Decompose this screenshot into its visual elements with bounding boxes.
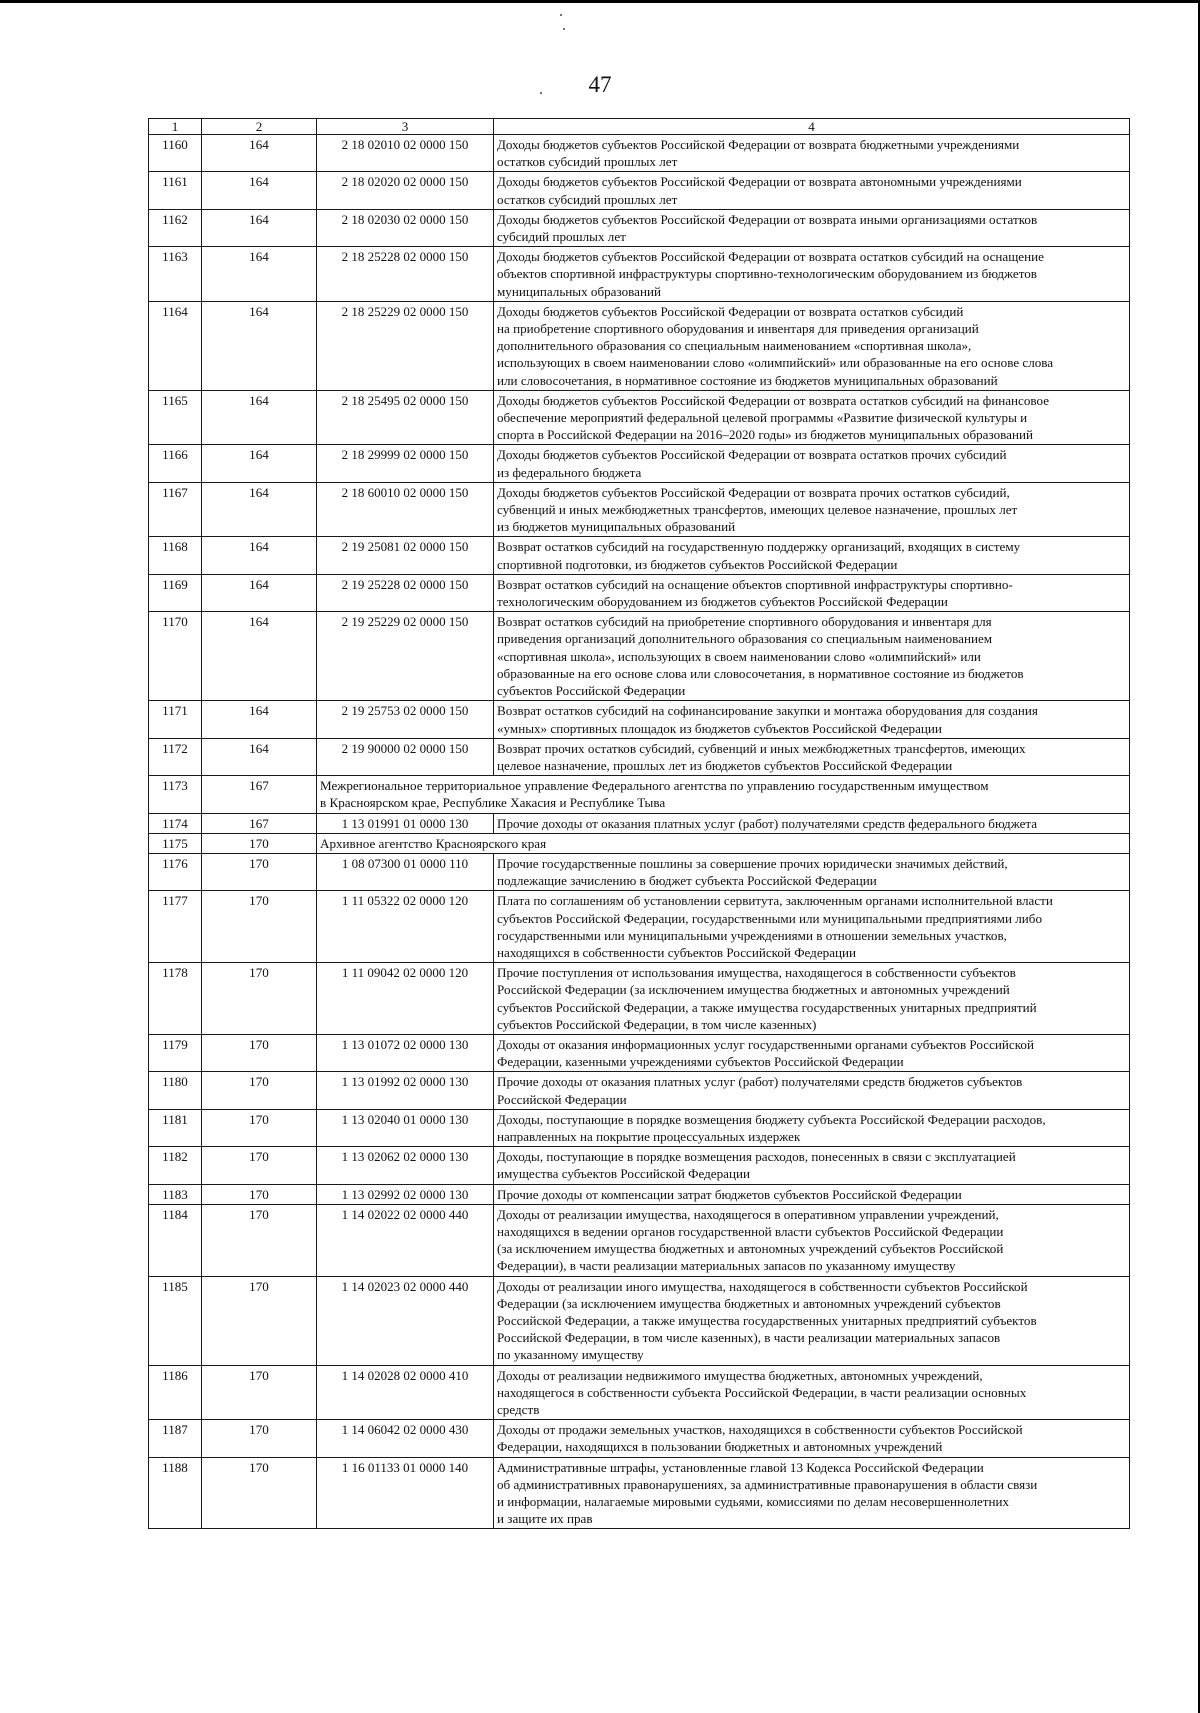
scan-speck <box>560 14 562 16</box>
administrator-code: 167 <box>202 776 317 813</box>
revenue-description: Прочие доходы от оказания платных услуг (работ) получателями средств федерального бюджета <box>494 813 1130 833</box>
budget-classification-code: 2 19 25753 02 0000 150 <box>317 701 494 738</box>
budget-classification-code: 2 19 25228 02 0000 150 <box>317 574 494 611</box>
revenue-description: Прочие доходы от компенсации затрат бюджетов субъектов Российской Федерации <box>494 1184 1130 1204</box>
revenue-description: Доходы от оказания информационных услуг государственными органами субъектов Российской Федерации, казенными учреждениями субъектов Российской Федерации <box>494 1034 1130 1071</box>
revenue-description: Доходы от реализации имущества, находящегося в оперативном управлении учреждений, находящихся в ведении органов государственной власти субъектов Российской Федерации (за исключением имущества бюджетных и автономных учреждений субъектов Российской Федерации), в части реализации материальных запасов по указанному имуществу <box>494 1204 1130 1276</box>
table-row <box>149 776 1130 813</box>
row-number: 1185 <box>149 1276 202 1365</box>
revenue-description: Возврат остатков субсидий на софинансирование закупки и монтажа оборудования для создания «умных» спортивных площадок из бюджетов субъектов Российской Федерации <box>494 701 1130 738</box>
budget-classification-code: 2 18 25228 02 0000 150 <box>317 247 494 302</box>
administrator-code: 164 <box>202 247 317 302</box>
row-number: 1169 <box>149 574 202 611</box>
row-number: 1179 <box>149 1034 202 1071</box>
administrator-code: 164 <box>202 612 317 701</box>
revenue-description: Доходы бюджетов субъектов Российской Федерации от возврата остатков субсидий на оснащение объектов спортивной инфраструктуры спортивно-технологическим оборудованием из бюджетов муниципальных образований <box>494 247 1130 302</box>
revenue-description: Возврат остатков субсидий на приобретение спортивного оборудования и инвентаря для приведения организаций дополнительного образования со специальным наименованием «спортивная школа», использующих в своем наименовании слово «олимпийский» или образованные на его основе слова или словосочетания, в нормативное состояние из бюджетов субъектов Российской Федерации <box>494 612 1130 701</box>
budget-classification-code: 2 19 90000 02 0000 150 <box>317 738 494 775</box>
administrator-code: 167 <box>202 813 317 833</box>
row-number: 1160 <box>149 135 202 172</box>
table-row <box>149 390 1130 445</box>
table-row <box>149 738 1130 775</box>
table-row <box>149 209 1130 246</box>
row-number: 1183 <box>149 1184 202 1204</box>
table-row <box>149 1204 1130 1276</box>
row-number: 1175 <box>149 833 202 853</box>
administrator-code: 170 <box>202 1420 317 1457</box>
revenue-description: Прочие государственные пошлины за совершение прочих юридически значимых действий, подлежащие зачислению в бюджет субъекта Российской Федерации <box>494 853 1130 890</box>
administrator-name: Межрегиональное территориальное управление Федерального агентства по управлению государственным имуществом в Красноярском крае, Республике Хакасия и Республике Тыва <box>317 776 1130 813</box>
table-row <box>149 1457 1130 1529</box>
administrator-code: 170 <box>202 1276 317 1365</box>
revenue-description: Доходы от продажи земельных участков, находящихся в собственности субъектов Российской Федерации, находящихся в пользовании бюджетных и автономных учреждений <box>494 1420 1130 1457</box>
administrator-code: 170 <box>202 963 317 1035</box>
row-number: 1163 <box>149 247 202 302</box>
revenue-description: Доходы бюджетов субъектов Российской Федерации от возврата остатков субсидий на финансовое обеспечение мероприятий федеральной целевой программы «Развитие физической культуры и спорта в Российской Федерации на 2016–2020 годы» из бюджетов муниципальных образований <box>494 390 1130 445</box>
revenue-description: Доходы от реализации недвижимого имущества бюджетных, автономных учреждений, находящегося в собственности субъекта Российской Федерации, в части реализации основных средств <box>494 1365 1130 1420</box>
revenue-codes-table <box>148 118 1130 1529</box>
budget-classification-code: 1 13 01072 02 0000 130 <box>317 1034 494 1071</box>
administrator-code: 164 <box>202 301 317 390</box>
revenue-description: Доходы бюджетов субъектов Российской Федерации от возврата остатков прочих субсидий из федерального бюджета <box>494 445 1130 482</box>
table-row <box>149 445 1130 482</box>
revenue-description: Возврат прочих остатков субсидий, субвенций и иных межбюджетных трансфертов, имеющих целевое назначение, прошлых лет из бюджетов субъектов Российской Федерации <box>494 738 1130 775</box>
table-header-row <box>149 119 1130 135</box>
revenue-description: Доходы, поступающие в порядке возмещения расходов, понесенных в связи с эксплуатацией имущества субъектов Российской Федерации <box>494 1147 1130 1184</box>
table-row <box>149 612 1130 701</box>
revenue-description: Возврат остатков субсидий на государственную поддержку организаций, входящих в систему спортивной подготовки, из бюджетов субъектов Российской Федерации <box>494 537 1130 574</box>
row-number: 1186 <box>149 1365 202 1420</box>
revenue-description: Прочие поступления от использования имущества, находящегося в собственности субъектов Российской Федерации (за исключением имущества бюджетных и автономных учреждений субъектов Российской Федерации, а также имущества государственных унитарных предприятий субъектов Российской Федерации, в том числе казенных) <box>494 963 1130 1035</box>
row-number: 1170 <box>149 612 202 701</box>
scan-speck <box>563 28 565 30</box>
row-number: 1161 <box>149 172 202 209</box>
administrator-code: 170 <box>202 1204 317 1276</box>
budget-classification-code: 1 14 02028 02 0000 410 <box>317 1365 494 1420</box>
administrator-code: 170 <box>202 891 317 963</box>
row-number: 1180 <box>149 1072 202 1109</box>
revenue-description: Доходы, поступающие в порядке возмещения бюджету субъекта Российской Федерации расходов, направленных на покрытие процессуальных издержек <box>494 1109 1130 1146</box>
administrator-code: 170 <box>202 853 317 890</box>
table-row <box>149 963 1130 1035</box>
row-number: 1182 <box>149 1147 202 1184</box>
table-row <box>149 172 1130 209</box>
budget-classification-code: 1 14 02022 02 0000 440 <box>317 1204 494 1276</box>
row-number: 1174 <box>149 813 202 833</box>
revenue-description: Доходы бюджетов субъектов Российской Федерации от возврата иными организациями остатков субсидий прошлых лет <box>494 209 1130 246</box>
budget-classification-code: 1 14 02023 02 0000 440 <box>317 1276 494 1365</box>
row-number: 1176 <box>149 853 202 890</box>
table-row <box>149 1147 1130 1184</box>
row-number: 1187 <box>149 1420 202 1457</box>
budget-classification-code: 1 13 01991 01 0000 130 <box>317 813 494 833</box>
column-header-2: 2 <box>202 119 317 135</box>
budget-classification-code: 2 19 25229 02 0000 150 <box>317 612 494 701</box>
row-number: 1168 <box>149 537 202 574</box>
row-number: 1166 <box>149 445 202 482</box>
scan-edge-top <box>0 0 1200 3</box>
table-row <box>149 247 1130 302</box>
column-header-1: 1 <box>149 119 202 135</box>
administrator-code: 164 <box>202 738 317 775</box>
budget-classification-code: 1 14 06042 02 0000 430 <box>317 1420 494 1457</box>
table-row <box>149 301 1130 390</box>
administrator-code: 170 <box>202 1147 317 1184</box>
row-number: 1173 <box>149 776 202 813</box>
budget-classification-code: 1 13 02992 02 0000 130 <box>317 1184 494 1204</box>
table-row <box>149 135 1130 172</box>
budget-classification-code: 1 13 02062 02 0000 130 <box>317 1147 494 1184</box>
table-row <box>149 1072 1130 1109</box>
administrator-code: 164 <box>202 172 317 209</box>
table-row <box>149 574 1130 611</box>
budget-classification-code: 1 13 01992 02 0000 130 <box>317 1072 494 1109</box>
revenue-description: Доходы бюджетов субъектов Российской Федерации от возврата прочих остатков субсидий, субвенций и иных межбюджетных трансфертов, имеющих целевое назначение, прошлых лет из бюджетов муниципальных образований <box>494 482 1130 537</box>
revenue-description: Доходы от реализации иного имущества, находящегося в собственности субъектов Российской Федерации (за исключением имущества бюджетных и автономных учреждений субъектов Российской Федерации, а также имущества государственных унитарных предприятий субъектов Российской Федерации, в том числе казенных), в части реализации материальных запасов по указанному имуществу <box>494 1276 1130 1365</box>
budget-classification-code: 2 18 02030 02 0000 150 <box>317 209 494 246</box>
administrator-code: 170 <box>202 1072 317 1109</box>
table-body <box>149 119 1130 1529</box>
row-number: 1184 <box>149 1204 202 1276</box>
row-number: 1188 <box>149 1457 202 1529</box>
administrator-code: 164 <box>202 574 317 611</box>
table-row <box>149 891 1130 963</box>
row-number: 1162 <box>149 209 202 246</box>
budget-classification-code: 2 18 02020 02 0000 150 <box>317 172 494 209</box>
table-row <box>149 482 1130 537</box>
row-number: 1167 <box>149 482 202 537</box>
table-row <box>149 853 1130 890</box>
table-row <box>149 1034 1130 1071</box>
revenue-description: Возврат остатков субсидий на оснащение объектов спортивной инфраструктуры спортивно- технологическим оборудованием из бюджетов субъектов Российской Федерации <box>494 574 1130 611</box>
table-row <box>149 701 1130 738</box>
budget-classification-code: 2 19 25081 02 0000 150 <box>317 537 494 574</box>
revenue-description: Доходы бюджетов субъектов Российской Федерации от возврата остатков субсидий на приобретение спортивного оборудования и инвентаря для приведения организаций дополнительного образования со специальным наименованием «спортивная школа», использующих в своем наименовании слово «олимпийский» или образованные на его основе слова или словосочетания, в нормативное состояние из бюджетов муниципальных образований <box>494 301 1130 390</box>
administrator-code: 164 <box>202 537 317 574</box>
row-number: 1171 <box>149 701 202 738</box>
administrator-code: 164 <box>202 209 317 246</box>
administrator-code: 170 <box>202 1365 317 1420</box>
revenue-description: Плата по соглашениям об установлении сервитута, заключенным органами исполнительной власти субъектов Российской Федерации, государственными или муниципальными предприятиями либо государственными или муниципальными учреждениями в отношении земельных участков, находящихся в собственности субъектов Российской Федерации <box>494 891 1130 963</box>
row-number: 1164 <box>149 301 202 390</box>
revenue-description: Административные штрафы, установленные главой 13 Кодекса Российской Федерации об административных правонарушениях, за административные правонарушения в области связи и информации, налагаемые мировыми судьями, комиссиями по делам несовершеннолетних и защите их прав <box>494 1457 1130 1529</box>
revenue-description: Доходы бюджетов субъектов Российской Федерации от возврата автономными учреждениями остатков субсидий прошлых лет <box>494 172 1130 209</box>
row-number: 1165 <box>149 390 202 445</box>
budget-classification-code: 1 08 07300 01 0000 110 <box>317 853 494 890</box>
administrator-code: 170 <box>202 1184 317 1204</box>
budget-classification-code: 2 18 25229 02 0000 150 <box>317 301 494 390</box>
budget-classification-code: 1 11 05322 02 0000 120 <box>317 891 494 963</box>
administrator-code: 170 <box>202 1109 317 1146</box>
column-header-3: 3 <box>317 119 494 135</box>
table-row <box>149 1365 1130 1420</box>
budget-classification-code: 2 18 29999 02 0000 150 <box>317 445 494 482</box>
budget-classification-code: 2 18 60010 02 0000 150 <box>317 482 494 537</box>
revenue-description: Доходы бюджетов субъектов Российской Федерации от возврата бюджетными учреждениями остатков субсидий прошлых лет <box>494 135 1130 172</box>
table-row <box>149 1420 1130 1457</box>
table-row <box>149 833 1130 853</box>
budget-classification-code: 1 11 09042 02 0000 120 <box>317 963 494 1035</box>
administrator-code: 164 <box>202 390 317 445</box>
row-number: 1178 <box>149 963 202 1035</box>
budget-classification-code: 1 13 02040 01 0000 130 <box>317 1109 494 1146</box>
administrator-code: 170 <box>202 1034 317 1071</box>
table-row <box>149 813 1130 833</box>
administrator-name: Архивное агентство Красноярского края <box>317 833 1130 853</box>
table-row <box>149 1109 1130 1146</box>
administrator-code: 170 <box>202 833 317 853</box>
table-row <box>149 537 1130 574</box>
administrator-code: 164 <box>202 482 317 537</box>
row-number: 1172 <box>149 738 202 775</box>
row-number: 1181 <box>149 1109 202 1146</box>
column-header-4: 4 <box>494 119 1130 135</box>
row-number: 1177 <box>149 891 202 963</box>
administrator-code: 164 <box>202 445 317 482</box>
budget-classification-code: 1 16 01133 01 0000 140 <box>317 1457 494 1529</box>
administrator-code: 164 <box>202 701 317 738</box>
budget-classification-code: 2 18 25495 02 0000 150 <box>317 390 494 445</box>
page-number: 47 <box>588 72 612 97</box>
table-row <box>149 1184 1130 1204</box>
budget-classification-code: 2 18 02010 02 0000 150 <box>317 135 494 172</box>
revenue-description: Прочие доходы от оказания платных услуг (работ) получателями средств бюджетов субъектов Российской Федерации <box>494 1072 1130 1109</box>
table-row <box>149 1276 1130 1365</box>
administrator-code: 170 <box>202 1457 317 1529</box>
administrator-code: 164 <box>202 135 317 172</box>
